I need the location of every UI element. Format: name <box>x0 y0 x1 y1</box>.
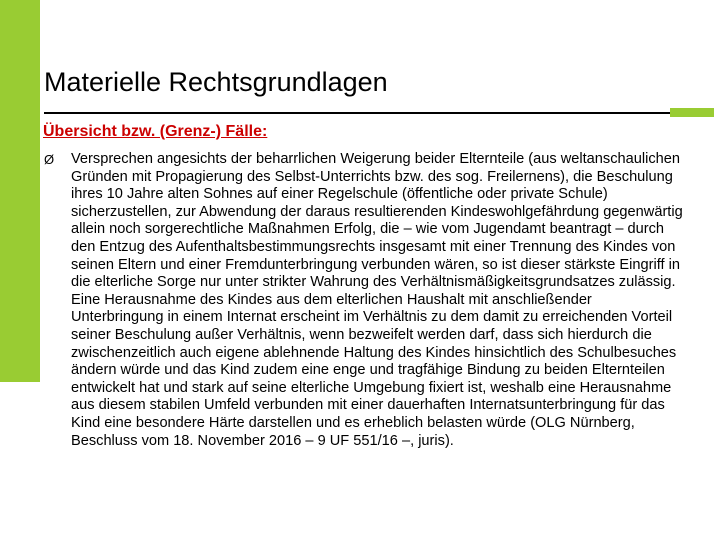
bullet-item <box>44 151 684 450</box>
slide-subtitle: Übersicht bzw. (Grenz-) Fälle: <box>43 123 268 140</box>
bullet-list <box>44 151 684 450</box>
arrow-bullet-icon: Ø <box>44 152 55 167</box>
slide-title: Materielle Rechtsgrundlagen <box>44 67 388 97</box>
bullet-text: Versprechen angesichts der beharrlichen Weigerung beider Elternteile (aus weltanschaulichen Gründen mit Propagierung des Selbst-Unterrichts bzw. des sog. Freilernens), die Beschulung ihres 10 Jahre alten Sohnes auf einer Regelschule (öffentliche oder private Schule) sicherzustellen, zur Abwendung der daraus resultierenden Kindeswohlgefährdung gegenwärtig allein noch sorgerechtliche Maßnahmen Erfolg, die – wie vom Jugendamt beantragt – durch den Entzug des Aufenthaltsbestimmungsrechts insgesamt mit einer Trennung des Kindes von seinen Eltern und einer Fremdunterbringung verbunden wären, so ist dieser stärkste Eingriff in die elterliche Sorge nur unter strikter Wahrung des Verhältnismäßigkeitsgrundsatzes zulässig. Eine Herausnahme des Kindes aus dem elterlichen Haushalt mit anschließender Unterbringung in einem Internat erscheint im Verhältnis zu dem damit zu erreichenden Vorteil seiner Beschulung außer Verhältnis, wenn bezweifelt werden darf, dass sich hierdurch die zwischenzeitlich auch eigene ablehnende Haltung des Kindes hinsichtlich des Schulbesuches ändern würde und das Kind zudem eine enge und tragfähige Bindung zu beiden Elternteilen entwickelt hat und stark auf seine elterliche Umgebung fixiert ist, weshalb eine Herausnahme aus diesem stabilen Umfeld verbunden mit einer dauerhaften Internatsunterbringung für das Kind eine besondere Härte darstellen und es erheblich belasten würde (OLG Nürnberg, Beschluss vom 18. November 2016 – 9 UF 551/16 –, juris). <box>71 151 683 449</box>
title-underline <box>44 112 670 114</box>
title-accent-block <box>670 108 714 117</box>
accent-bar-left <box>0 0 40 382</box>
